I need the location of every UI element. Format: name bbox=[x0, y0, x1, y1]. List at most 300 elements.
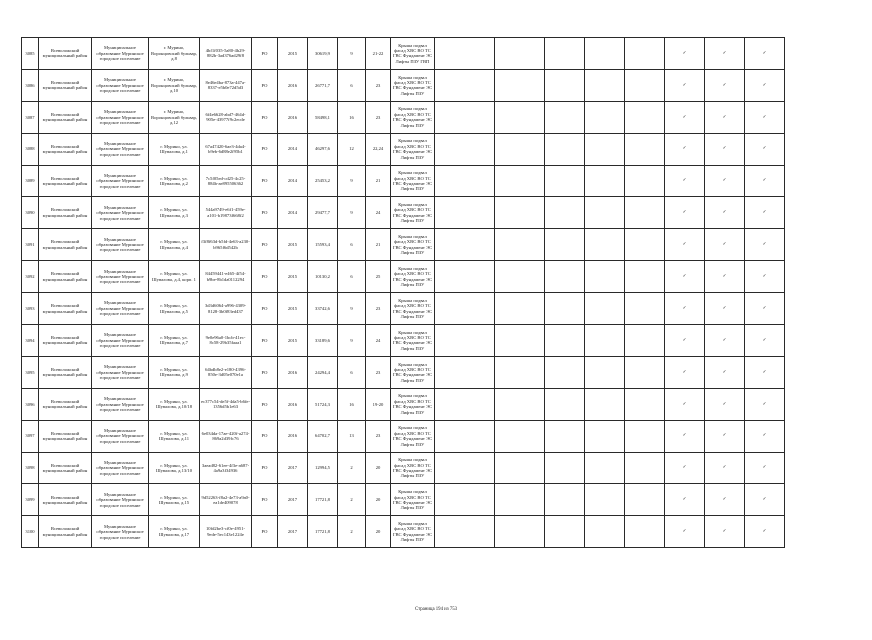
area-cell: 10130,2 bbox=[308, 261, 338, 293]
district-cell: Всеволожский муниципальный район bbox=[39, 356, 92, 388]
guid-cell: 3aead82-61ee-4f3e-a687-4a9a3f34936 bbox=[200, 452, 252, 484]
area-cell: 33742,6 bbox=[308, 293, 338, 325]
check-mark-icon: ✓ bbox=[665, 484, 705, 516]
works-cell: Крыша подвал фасад ХВС ВО ТС ГВС Фундамент ЭС Лифты ПЗУ bbox=[391, 197, 435, 229]
guid-cell: ec377c54-de5f-4da5-b6fe-1356d5b1e63 bbox=[200, 388, 252, 420]
table-row bbox=[22, 101, 785, 133]
guid-cell: 9d52263-f8a2-4e73-a9a0-ea1de409078 bbox=[200, 484, 252, 516]
ro-cell: РО bbox=[252, 452, 278, 484]
register-page bbox=[21, 37, 785, 548]
empty-cell-e bbox=[625, 69, 665, 101]
empty-cell-b bbox=[495, 293, 545, 325]
check-mark-icon: ✓ bbox=[705, 261, 745, 293]
address-cell: г. Мурино, ул. Шувалова, д.1 bbox=[149, 133, 200, 165]
ro-cell: РО bbox=[252, 165, 278, 197]
empty-cell-b bbox=[495, 101, 545, 133]
check-mark-icon: ✓ bbox=[665, 420, 705, 452]
empty-cell-d bbox=[585, 325, 625, 357]
empty-cell-d bbox=[585, 261, 625, 293]
empty-cell-e bbox=[625, 165, 665, 197]
row-number: 3100 bbox=[22, 516, 39, 548]
check-mark-icon: ✓ bbox=[745, 356, 785, 388]
row-number: 3093 bbox=[22, 293, 39, 325]
check-mark-icon: ✓ bbox=[745, 165, 785, 197]
floors-cell: 2 bbox=[338, 516, 366, 548]
row-number: 3094 bbox=[22, 325, 39, 357]
plan-years-cell: 21-22 bbox=[366, 38, 391, 70]
floors-cell: 9 bbox=[338, 38, 366, 70]
plan-years-cell: 25 bbox=[366, 261, 391, 293]
ro-cell: РО bbox=[252, 261, 278, 293]
district-cell: Всеволожский муниципальный район bbox=[39, 484, 92, 516]
empty-cell-d bbox=[585, 388, 625, 420]
check-mark-icon: ✓ bbox=[665, 388, 705, 420]
floors-cell: 9 bbox=[338, 293, 366, 325]
settlement-cell: Муниципальное образование Муринское городское поселение bbox=[92, 38, 149, 70]
area-cell: 25453,2 bbox=[308, 165, 338, 197]
empty-cell-c bbox=[545, 197, 585, 229]
guid-cell: 4bf1f035-5a80-4b29-882b-3ad376ad29f8 bbox=[200, 38, 252, 70]
works-cell: Крыша подвал фасад ХВС ВО ТС ГВС Фундамент ЭС Лифты ПЗУ bbox=[391, 516, 435, 548]
address-cell: г. Мурино, Воронцовский бульвар, д.10 bbox=[149, 69, 200, 101]
empty-cell-e bbox=[625, 293, 665, 325]
empty-cell-e bbox=[625, 325, 665, 357]
check-mark-icon: ✓ bbox=[665, 516, 705, 548]
year-cell: 2015 bbox=[278, 325, 308, 357]
table-row bbox=[22, 197, 785, 229]
plan-years-cell: 20 bbox=[366, 516, 391, 548]
settlement-cell: Муниципальное образование Муринское городское поселение bbox=[92, 197, 149, 229]
ro-cell: РО bbox=[252, 388, 278, 420]
floors-cell: 6 bbox=[338, 261, 366, 293]
empty-cell-e bbox=[625, 38, 665, 70]
empty-cell-e bbox=[625, 133, 665, 165]
district-cell: Всеволожский муниципальный район bbox=[39, 101, 92, 133]
area-cell: 17721,8 bbox=[308, 516, 338, 548]
empty-cell-d bbox=[585, 356, 625, 388]
empty-cell-d bbox=[585, 101, 625, 133]
floors-cell: 6 bbox=[338, 69, 366, 101]
check-mark-icon: ✓ bbox=[745, 69, 785, 101]
table-row bbox=[22, 325, 785, 357]
check-mark-icon: ✓ bbox=[705, 293, 745, 325]
ro-cell: РО bbox=[252, 516, 278, 548]
ro-cell: РО bbox=[252, 38, 278, 70]
address-cell: г. Мурино, ул. Шувалова, д.7 bbox=[149, 325, 200, 357]
ro-cell: РО bbox=[252, 69, 278, 101]
area-cell: 15593,4 bbox=[308, 229, 338, 261]
district-cell: Всеволожский муниципальный район bbox=[39, 165, 92, 197]
area-cell: 58498,1 bbox=[308, 101, 338, 133]
empty-cell-a bbox=[435, 229, 495, 261]
table-row bbox=[22, 452, 785, 484]
check-mark-icon: ✓ bbox=[665, 38, 705, 70]
table-row bbox=[22, 356, 785, 388]
floors-cell: 2 bbox=[338, 452, 366, 484]
guid-cell: f3f8f63d-b5fd-4e63-a230-b965f6d542b bbox=[200, 229, 252, 261]
row-number: 3098 bbox=[22, 452, 39, 484]
works-cell: Крыша подвал фасад ХВС ВО ТС ГВС Фундамент ЭС Лифты ПЗУ bbox=[391, 165, 435, 197]
empty-cell-c bbox=[545, 229, 585, 261]
ro-cell: РО bbox=[252, 420, 278, 452]
settlement-cell: Муниципальное образование Муринское городское поселение bbox=[92, 388, 149, 420]
empty-cell-e bbox=[625, 229, 665, 261]
address-cell: г. Мурино, ул. Шувалова, д.9 bbox=[149, 356, 200, 388]
empty-cell-a bbox=[435, 420, 495, 452]
table-row bbox=[22, 165, 785, 197]
empty-cell-b bbox=[495, 38, 545, 70]
empty-cell-d bbox=[585, 420, 625, 452]
works-cell: Крыша подвал фасад ХВС ВО ТС ГВС Фундамент ЭС Лифты ПЗУ bbox=[391, 325, 435, 357]
guid-cell: 7c5f05ed-cd25-4c25-884b-ae895506362 bbox=[200, 165, 252, 197]
settlement-cell: Муниципальное образование Муринское городское поселение bbox=[92, 69, 149, 101]
empty-cell-a bbox=[435, 101, 495, 133]
settlement-cell: Муниципальное образование Муринское городское поселение bbox=[92, 101, 149, 133]
check-mark-icon: ✓ bbox=[665, 229, 705, 261]
check-mark-icon: ✓ bbox=[665, 261, 705, 293]
plan-years-cell: 20 bbox=[366, 484, 391, 516]
empty-cell-b bbox=[495, 356, 545, 388]
year-cell: 2015 bbox=[278, 229, 308, 261]
empty-cell-d bbox=[585, 197, 625, 229]
empty-cell-b bbox=[495, 197, 545, 229]
row-number: 3090 bbox=[22, 197, 39, 229]
empty-cell-a bbox=[435, 69, 495, 101]
year-cell: 2014 bbox=[278, 165, 308, 197]
empty-cell-e bbox=[625, 101, 665, 133]
empty-cell-a bbox=[435, 38, 495, 70]
check-mark-icon: ✓ bbox=[745, 293, 785, 325]
plan-years-cell: 23 bbox=[366, 101, 391, 133]
check-mark-icon: ✓ bbox=[745, 261, 785, 293]
year-cell: 2016 bbox=[278, 356, 308, 388]
guid-cell: 6e034da-17ae-420f-a274-869a2d39fc76 bbox=[200, 420, 252, 452]
empty-cell-e bbox=[625, 388, 665, 420]
check-mark-icon: ✓ bbox=[745, 101, 785, 133]
empty-cell-b bbox=[495, 388, 545, 420]
area-cell: 29477,7 bbox=[308, 197, 338, 229]
year-cell: 2014 bbox=[278, 197, 308, 229]
empty-cell-a bbox=[435, 516, 495, 548]
table-row bbox=[22, 484, 785, 516]
area-cell: 24294,4 bbox=[308, 356, 338, 388]
empty-cell-c bbox=[545, 38, 585, 70]
ro-cell: РО bbox=[252, 197, 278, 229]
floors-cell: 9 bbox=[338, 197, 366, 229]
empty-cell-a bbox=[435, 484, 495, 516]
empty-cell-a bbox=[435, 165, 495, 197]
check-mark-icon: ✓ bbox=[665, 133, 705, 165]
address-cell: г. Мурино, Воронцовский бульвар, д.8 bbox=[149, 38, 200, 70]
address-cell: г. Мурино, ул. Шувалова, д.2 bbox=[149, 165, 200, 197]
check-mark-icon: ✓ bbox=[665, 197, 705, 229]
check-mark-icon: ✓ bbox=[745, 229, 785, 261]
district-cell: Всеволожский муниципальный район bbox=[39, 69, 92, 101]
district-cell: Всеволожский муниципальный район bbox=[39, 133, 92, 165]
settlement-cell: Муниципальное образование Муринское городское поселение bbox=[92, 229, 149, 261]
settlement-cell: Муниципальное образование Муринское городское поселение bbox=[92, 452, 149, 484]
table-row bbox=[22, 388, 785, 420]
floors-cell: 6 bbox=[338, 229, 366, 261]
check-mark-icon: ✓ bbox=[705, 325, 745, 357]
table-row bbox=[22, 293, 785, 325]
works-cell: Крыша подвал фасад ХВС ВО ТС ГВС Фундамент ЭС Лифты ПЗУ bbox=[391, 420, 435, 452]
plan-years-cell: 23 bbox=[366, 293, 391, 325]
district-cell: Всеволожский муниципальный район bbox=[39, 452, 92, 484]
district-cell: Всеволожский муниципальный район bbox=[39, 261, 92, 293]
area-cell: 12994,5 bbox=[308, 452, 338, 484]
guid-cell: 64bdb8e2-e180-4396-850e-3d05e070e1a bbox=[200, 356, 252, 388]
floors-cell: 6 bbox=[338, 356, 366, 388]
works-cell: Крыша подвал фасад ХВС ВО ТС ГВС Фундамент ЭС Лифты ПЗУ bbox=[391, 293, 435, 325]
works-cell: Крыша подвал фасад ХВС ВО ТС ГВС Фундамент ЭС Лифты ПЗУ bbox=[391, 101, 435, 133]
check-mark-icon: ✓ bbox=[705, 452, 745, 484]
check-mark-icon: ✓ bbox=[745, 420, 785, 452]
floors-cell: 9 bbox=[338, 165, 366, 197]
guid-cell: 3d3d6064-a996-4309-8128-3b0f83ed437 bbox=[200, 293, 252, 325]
plan-years-cell: 20 bbox=[366, 452, 391, 484]
ro-cell: РО bbox=[252, 293, 278, 325]
empty-cell-b bbox=[495, 261, 545, 293]
empty-cell-b bbox=[495, 69, 545, 101]
guid-cell: 544a9749-e6f1-459e-a101-b19873f668f2 bbox=[200, 197, 252, 229]
ro-cell: РО bbox=[252, 484, 278, 516]
works-cell: Крыша подвал фасад ХВС ВО ТС ГВС Фундамент ЭС Лифты ПЗУ ГВП bbox=[391, 38, 435, 70]
empty-cell-d bbox=[585, 69, 625, 101]
settlement-cell: Муниципальное образование Муринское городское поселение bbox=[92, 484, 149, 516]
row-number: 3085 bbox=[22, 38, 39, 70]
check-mark-icon: ✓ bbox=[665, 293, 705, 325]
check-mark-icon: ✓ bbox=[745, 325, 785, 357]
row-number: 3095 bbox=[22, 356, 39, 388]
address-cell: г. Мурино, ул. Шувалова, д.10/18 bbox=[149, 388, 200, 420]
floors-cell: 2 bbox=[338, 484, 366, 516]
area-cell: 30619,9 bbox=[308, 38, 338, 70]
check-mark-icon: ✓ bbox=[745, 38, 785, 70]
empty-cell-c bbox=[545, 516, 585, 548]
plan-years-cell: 19-20 bbox=[366, 388, 391, 420]
empty-cell-a bbox=[435, 356, 495, 388]
empty-cell-a bbox=[435, 261, 495, 293]
table-row bbox=[22, 38, 785, 70]
works-cell: Крыша подвал фасад ХВС ВО ТС ГВС Фундамент ЭС Лифты ПЗУ bbox=[391, 452, 435, 484]
check-mark-icon: ✓ bbox=[705, 69, 745, 101]
check-mark-icon: ✓ bbox=[745, 197, 785, 229]
empty-cell-b bbox=[495, 229, 545, 261]
empty-cell-c bbox=[545, 325, 585, 357]
guid-cell: 10fd2be3-cf0e-4951-9ede-5ec143e1224e bbox=[200, 516, 252, 548]
empty-cell-c bbox=[545, 452, 585, 484]
check-mark-icon: ✓ bbox=[705, 229, 745, 261]
table-row bbox=[22, 69, 785, 101]
year-cell: 2014 bbox=[278, 133, 308, 165]
works-cell: Крыша подвал фасад ХВС ВО ТС ГВС Фундамент ЭС Лифты ПЗУ bbox=[391, 229, 435, 261]
area-cell: 26771,7 bbox=[308, 69, 338, 101]
settlement-cell: Муниципальное образование Муринское городское поселение bbox=[92, 516, 149, 548]
guid-cell: 8e46e4ba-873a-447a-8337-e5b0e72d5d3 bbox=[200, 69, 252, 101]
empty-cell-a bbox=[435, 388, 495, 420]
check-mark-icon: ✓ bbox=[705, 133, 745, 165]
empty-cell-a bbox=[435, 452, 495, 484]
empty-cell-c bbox=[545, 356, 585, 388]
ro-cell: РО bbox=[252, 356, 278, 388]
plan-years-cell: 24 bbox=[366, 197, 391, 229]
check-mark-icon: ✓ bbox=[705, 388, 745, 420]
empty-cell-e bbox=[625, 420, 665, 452]
check-mark-icon: ✓ bbox=[665, 325, 705, 357]
empty-cell-c bbox=[545, 388, 585, 420]
row-number: 3096 bbox=[22, 388, 39, 420]
year-cell: 2016 bbox=[278, 101, 308, 133]
works-cell: Крыша подвал фасад ХВС ВО ТС ГВС Фундамент ЭС Лифты ПЗУ bbox=[391, 484, 435, 516]
district-cell: Всеволожский муниципальный район bbox=[39, 325, 92, 357]
address-cell: г. Мурино, ул. Шувалова, д.13/10 bbox=[149, 452, 200, 484]
plan-years-cell: 24 bbox=[366, 325, 391, 357]
empty-cell-d bbox=[585, 516, 625, 548]
address-cell: г. Мурино, ул. Шувалова, д.5 bbox=[149, 293, 200, 325]
guid-cell: 67a47420-6ae3-4da4-b9eb-6d88e2f95b1 bbox=[200, 133, 252, 165]
table-row bbox=[22, 261, 785, 293]
check-mark-icon: ✓ bbox=[705, 356, 745, 388]
year-cell: 2016 bbox=[278, 420, 308, 452]
check-mark-icon: ✓ bbox=[665, 165, 705, 197]
settlement-cell: Муниципальное образование Муринское городское поселение bbox=[92, 356, 149, 388]
plan-years-cell: 23 bbox=[366, 356, 391, 388]
ro-cell: РО bbox=[252, 101, 278, 133]
works-cell: Крыша подвал фасад ХВС ВО ТС ГВС Фундамент ЭС Лифты ПЗУ bbox=[391, 261, 435, 293]
works-cell: Крыша подвал фасад ХВС ВО ТС ГВС Фундамент ЭС Лифты ПЗУ bbox=[391, 133, 435, 165]
settlement-cell: Муниципальное образование Муринское городское поселение bbox=[92, 420, 149, 452]
check-mark-icon: ✓ bbox=[705, 165, 745, 197]
plan-years-cell: 23 bbox=[366, 69, 391, 101]
check-mark-icon: ✓ bbox=[665, 452, 705, 484]
guid-cell: 84459441-e465-4f54-b9be-8b1da0112294 bbox=[200, 261, 252, 293]
settlement-cell: Муниципальное образование Муринское городское поселение bbox=[92, 293, 149, 325]
address-cell: г. Мурино, ул. Шувалова, д.3 bbox=[149, 197, 200, 229]
district-cell: Всеволожский муниципальный район bbox=[39, 197, 92, 229]
empty-cell-c bbox=[545, 101, 585, 133]
empty-cell-e bbox=[625, 197, 665, 229]
address-cell: г. Мурино, ул. Шувалова, д.17 bbox=[149, 516, 200, 548]
floors-cell: 16 bbox=[338, 388, 366, 420]
area-cell: 51724,3 bbox=[308, 388, 338, 420]
empty-cell-b bbox=[495, 165, 545, 197]
empty-cell-d bbox=[585, 452, 625, 484]
empty-cell-c bbox=[545, 293, 585, 325]
ro-cell: РО bbox=[252, 229, 278, 261]
year-cell: 2017 bbox=[278, 516, 308, 548]
plan-years-cell: 21 bbox=[366, 165, 391, 197]
empty-cell-b bbox=[495, 420, 545, 452]
check-mark-icon: ✓ bbox=[745, 484, 785, 516]
floors-cell: 9 bbox=[338, 325, 366, 357]
housing-register-table bbox=[21, 37, 785, 548]
row-number: 3097 bbox=[22, 420, 39, 452]
check-mark-icon: ✓ bbox=[705, 420, 745, 452]
check-mark-icon: ✓ bbox=[705, 197, 745, 229]
empty-cell-c bbox=[545, 261, 585, 293]
year-cell: 2015 bbox=[278, 38, 308, 70]
row-number: 3088 bbox=[22, 133, 39, 165]
works-cell: Крыша подвал фасад ХВС ВО ТС ГВС Фундамент ЭС Лифты ПЗУ bbox=[391, 69, 435, 101]
empty-cell-a bbox=[435, 325, 495, 357]
check-mark-icon: ✓ bbox=[745, 516, 785, 548]
check-mark-icon: ✓ bbox=[745, 452, 785, 484]
empty-cell-e bbox=[625, 356, 665, 388]
area-cell: 17721,8 bbox=[308, 484, 338, 516]
page-number: Страница 194 из 753 bbox=[414, 607, 458, 612]
address-cell: г. Мурино, Воронцовский бульвар, д.12 bbox=[149, 101, 200, 133]
guid-cell: 9e0e96a0-1bcb-41ec-8c58-29b35faaa1 bbox=[200, 325, 252, 357]
empty-cell-d bbox=[585, 133, 625, 165]
district-cell: Всеволожский муниципальный район bbox=[39, 388, 92, 420]
empty-cell-c bbox=[545, 484, 585, 516]
check-mark-icon: ✓ bbox=[705, 38, 745, 70]
empty-cell-b bbox=[495, 516, 545, 548]
table-row bbox=[22, 420, 785, 452]
check-mark-icon: ✓ bbox=[705, 516, 745, 548]
check-mark-icon: ✓ bbox=[745, 388, 785, 420]
ro-cell: РО bbox=[252, 133, 278, 165]
register-table-body bbox=[22, 38, 785, 548]
area-cell: 33189,6 bbox=[308, 325, 338, 357]
area-cell: 64702,7 bbox=[308, 420, 338, 452]
works-cell: Крыша подвал фасад ХВС ВО ТС ГВС Фундамент ЭС Лифты ПЗУ bbox=[391, 388, 435, 420]
area-cell: 46297,6 bbox=[308, 133, 338, 165]
check-mark-icon: ✓ bbox=[705, 101, 745, 133]
settlement-cell: Муниципальное образование Муринское городское поселение bbox=[92, 325, 149, 357]
works-cell: Крыша подвал фасад ХВС ВО ТС ГВС Фундамент ЭС Лифты ПЗУ bbox=[391, 356, 435, 388]
empty-cell-a bbox=[435, 293, 495, 325]
ro-cell: РО bbox=[252, 325, 278, 357]
floors-cell: 12 bbox=[338, 133, 366, 165]
empty-cell-a bbox=[435, 197, 495, 229]
plan-years-cell: 21 bbox=[366, 229, 391, 261]
year-cell: 2016 bbox=[278, 69, 308, 101]
settlement-cell: Муниципальное образование Муринское городское поселение bbox=[92, 165, 149, 197]
empty-cell-d bbox=[585, 229, 625, 261]
empty-cell-a bbox=[435, 133, 495, 165]
empty-cell-c bbox=[545, 420, 585, 452]
empty-cell-b bbox=[495, 133, 545, 165]
address-cell: г. Мурино, ул. Шувалова, д.11 bbox=[149, 420, 200, 452]
year-cell: 2017 bbox=[278, 452, 308, 484]
year-cell: 2017 bbox=[278, 484, 308, 516]
empty-cell-b bbox=[495, 325, 545, 357]
empty-cell-c bbox=[545, 133, 585, 165]
settlement-cell: Муниципальное образование Муринское городское поселение bbox=[92, 261, 149, 293]
plan-years-cell: 22,24 bbox=[366, 133, 391, 165]
district-cell: Всеволожский муниципальный район bbox=[39, 420, 92, 452]
table-row bbox=[22, 229, 785, 261]
row-number: 3089 bbox=[22, 165, 39, 197]
empty-cell-d bbox=[585, 293, 625, 325]
check-mark-icon: ✓ bbox=[665, 101, 705, 133]
empty-cell-e bbox=[625, 261, 665, 293]
district-cell: Всеволожский муниципальный район bbox=[39, 38, 92, 70]
empty-cell-c bbox=[545, 165, 585, 197]
plan-years-cell: 23 bbox=[366, 420, 391, 452]
empty-cell-b bbox=[495, 484, 545, 516]
district-cell: Всеволожский муниципальный район bbox=[39, 229, 92, 261]
empty-cell-d bbox=[585, 165, 625, 197]
row-number: 3092 bbox=[22, 261, 39, 293]
empty-cell-e bbox=[625, 452, 665, 484]
empty-cell-e bbox=[625, 484, 665, 516]
year-cell: 2015 bbox=[278, 293, 308, 325]
row-number: 3086 bbox=[22, 69, 39, 101]
empty-cell-b bbox=[495, 452, 545, 484]
